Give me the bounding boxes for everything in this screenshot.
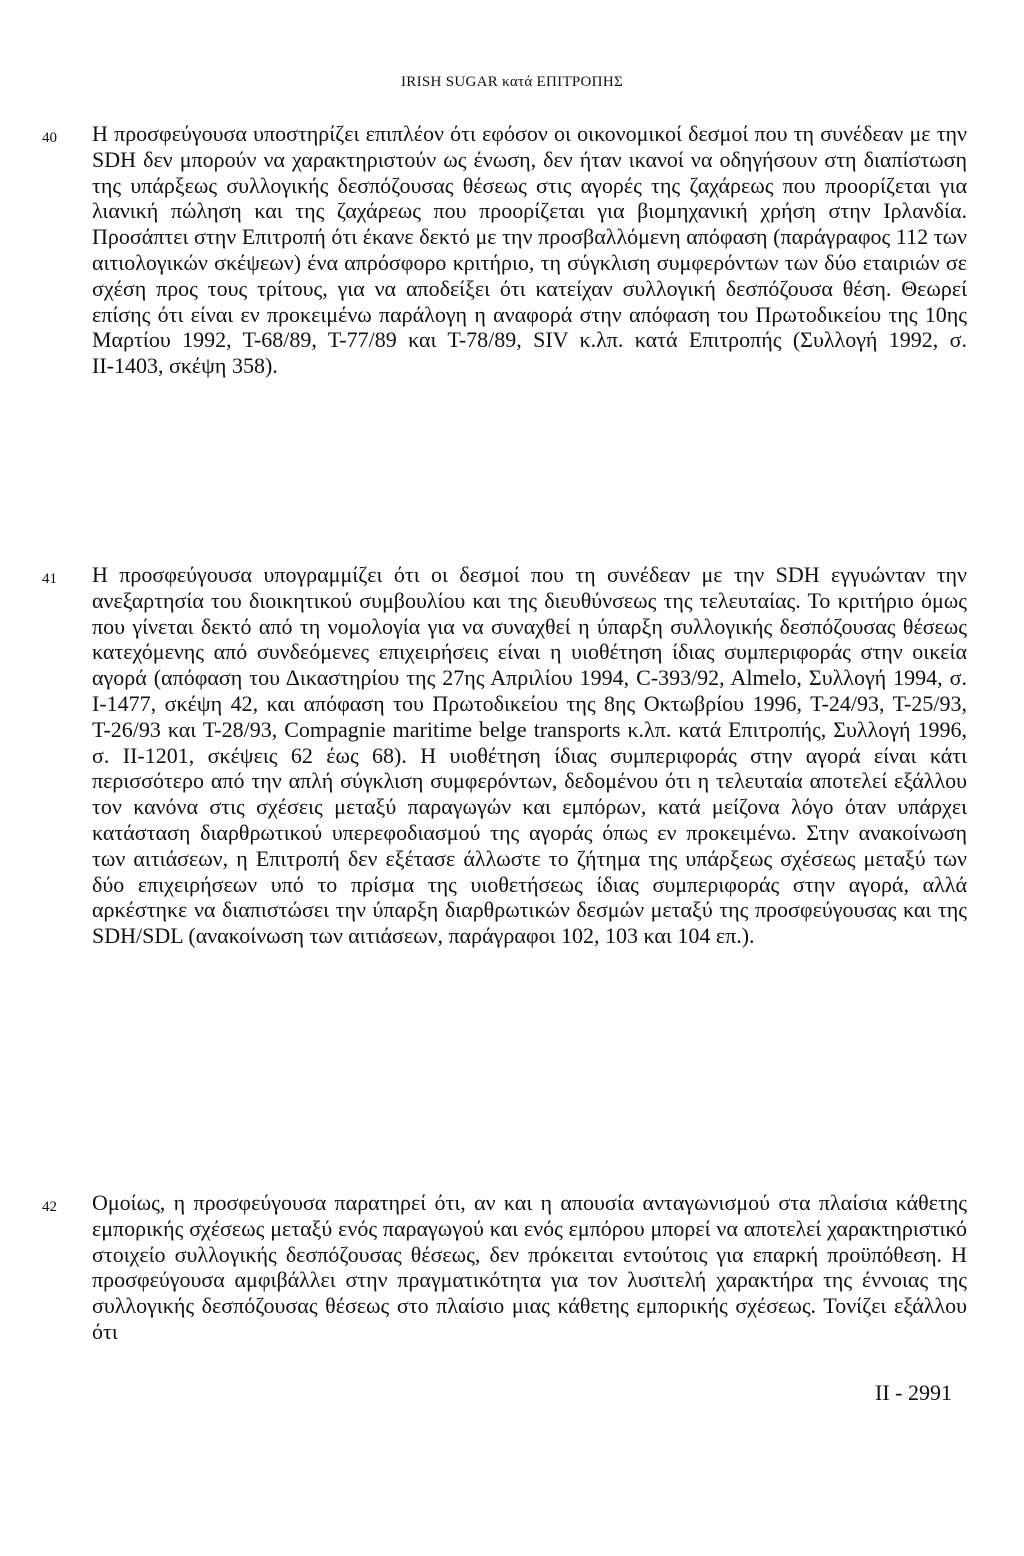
paragraph-text: Ομοίως, η προσφεύγουσα παρατηρεί ότι, αν και η απουσία ανταγωνισμού στα πλαίσια κάθετης εμπορικής σχέσεως μεταξύ ενός παραγωγού και ενός εμπόρου μπορεί να αποτελεί χαρακτηριστικό στοιχείο συλλογικής δεσπόζουσας θέσεως, δεν πρόκειται εντούτοις για επαρκή προϋπόθεση. Η προσφεύγουσα αμφιβάλλει στην πραγματικότητα για τον λυσιτελή χαρακτήρα της έννοιας της συλλογικής δεσπόζουσας θέσεως στο πλαίσιο μιας κάθετης εμπορικής σχέσεως. Τονίζει εξάλλου ότι	[92, 1190, 967, 1344]
paragraph-text: Η προσφεύγουσα υπογραμμίζει ότι οι δεσμοί που τη συνέδεαν με την SDH εγγυώνταν την ανεξαρτησία του διοικητικού συμβουλίου και της διευθύνσεως της τελευταίας. Το κριτήριο όμως που γίνεται δεκτό από τη νομολογία για να συναχθεί η ύπαρξη συλλογικής δεσπόζουσας θέσεως κατεχόμενης από συνδεόμενες επιχειρήσεις είναι η υιοθέτηση ίδιας συμπεριφοράς στην οικεία αγορά (απόφαση του Δικαστηρίου της 27ης Απριλίου 1994, C-393/92, Almelo, Συλλογή 1994, σ. Ι-1477, σκέψη 42, και απόφαση του Πρωτοδικείου της 8ης Οκτωβρίου 1996, Τ-24/93, Τ-25/93, Τ-26/93 και Τ-28/93, Compagnie maritime belge transports κ.λπ. κατά Επιτροπής, Συλλογή 1996, σ. ΙΙ-1201, σκέψεις 62 έως 68). Η υιοθέτηση ίδιας συμπεριφοράς στην αγορά είναι κάτι περισσότερο από την απλή σύγκλιση συμφερόντων, δεδομένου ότι η τελευταία αποτελεί εξάλλου τον κανόνα στις σχέσεις μεταξύ παραγωγών και εμπόρων, κατά μείζονα λόγο όταν υπάρχει κατάσταση διαρθρωτικού υπερεφοδιασμού της αγοράς όπως εν προκειμένω. Στην ανακοίνωση των αιτιάσεων, η Επιτροπή δεν εξέτασε άλλωστε το ζήτημα της υπάρξεως σχέσεως μεταξύ των δύο επιχειρήσεων υπό το πρίσμα της υιοθετήσεως ίδιας συμπεριφοράς στην αγορά, αλλά αρκέστηκε να διαπιστώσει την ύπαρξη διαρθρωτικών δεσμών μεταξύ της προσφεύγουσας και της SDH/SDL (ανακοίνωση των αιτιάσεων, παράγραφοι 102, 103 και 104 επ.).	[92, 562, 967, 949]
paragraph-number: 40	[42, 130, 57, 146]
paragraph-text: Η προσφεύγουσα υποστηρίζει επιπλέον ότι εφόσον οι οικονομικοί δεσμοί που τη συνέδεαν με την SDH δεν μπορούν να χαρακτηριστούν ως ένωση, δεν ήταν ικανοί να οδηγήσουν στη διαπίστωση της υπάρξεως συλλογικής δεσπόζουσας θέσεως στις αγορές της ζαχάρεως που προορίζεται για λιανική πώληση και της ζαχάρεως που προορίζεται για βιομηχανική χρήση στην Ιρλανδία. Προσάπτει στην Επιτροπή ότι έκανε δεκτό με την προσβαλλόμενη απόφαση (παράγραφος 112 των αιτιολογικών σκέψεων) ένα απρόσφορο κριτήριο, τη σύγκλιση συμφερόντων των δύο εταιριών σε σχέση προς τους τρίτους, για να αποδείξει ότι κατείχαν συλλογική δεσπόζουσα θέση. Θεωρεί επίσης ότι είναι εν προκειμένω παράλογη η αναφορά στην απόφαση του Πρωτοδικείου της 10ης Μαρτίου 1992, Τ-68/89, Τ-77/89 και Τ-78/89, SIV κ.λπ. κατά Επιτροπής (Συλλογή 1992, σ. ΙΙ-1403, σκέψη 358).	[92, 121, 967, 379]
page-number: II - 2991	[875, 1380, 952, 1405]
paragraph-number: 42	[42, 1199, 57, 1215]
paragraph-number: 41	[42, 571, 57, 587]
running-header: IRISH SUGAR κατά ΕΠΙΤΡΟΠΗΣ	[401, 74, 623, 90]
